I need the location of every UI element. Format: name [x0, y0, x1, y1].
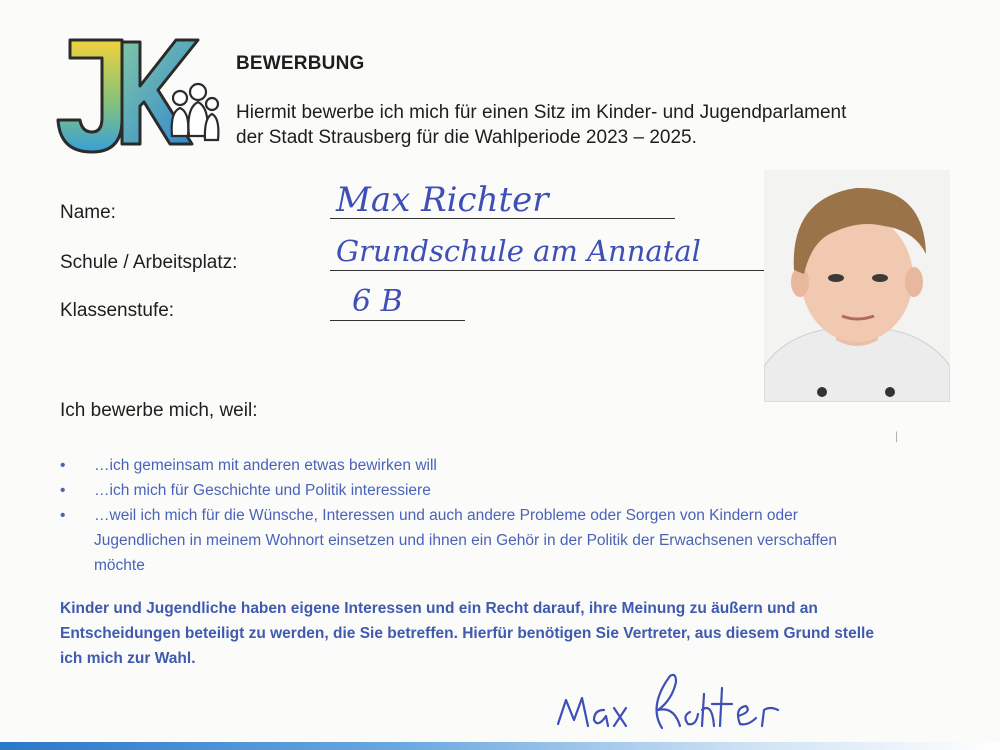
- bullet-icon: •: [60, 507, 66, 524]
- jk-logo: [52, 28, 220, 160]
- bullet-icon: •: [60, 482, 66, 499]
- list-item: [60, 503, 864, 578]
- bottom-stripe: [0, 742, 1000, 750]
- grade-line: [330, 320, 465, 321]
- page-title: BEWERBUNG: [236, 53, 365, 74]
- reason-text: …ich mich für Geschichte und Politik interessiere: [94, 482, 431, 499]
- reason-text: …weil ich mich für die Wünsche, Interessen und auch andere Probleme oder Sorgen von Kindern oder Jugendlichen in meinem Wohnort einsetzen und ihnen ein Gehör in der Politik der Erwachsenen verschaffen möchte: [94, 507, 838, 574]
- applicant-photo: [764, 170, 950, 402]
- people-icon: [172, 84, 219, 140]
- grade-value[interactable]: 6 B: [352, 284, 403, 319]
- closing-statement: Kinder und Jugendliche haben eigene Interessen und ein Recht darauf, ihre Meinung zu äußern und an Entscheidungen beteiligt zu werden, die Sie betreffen. Hierfür benötigen Sie Vertreter, aus diesem Grund stelle ich mich zur Wahl.: [60, 600, 874, 667]
- list-item: [60, 453, 880, 478]
- scan-speck: ᛁ: [893, 430, 901, 444]
- signature-icon: [552, 666, 852, 736]
- name-value[interactable]: Max Richter: [336, 180, 549, 220]
- reasons-heading: Ich bewerbe mich, weil:: [60, 400, 258, 421]
- intro-line-2: der Stadt Strausberg für die Wahlperiode 2023 – 2025.: [236, 127, 697, 148]
- application-intro: [236, 100, 976, 150]
- portrait-icon: [764, 170, 950, 402]
- name-label: Name:: [60, 202, 116, 223]
- school-line: [330, 270, 770, 271]
- grade-label: Klassenstufe:: [60, 300, 175, 321]
- school-label: Schule / Arbeitsplatz:: [60, 252, 238, 273]
- reasons-list: [60, 453, 880, 578]
- school-value[interactable]: Grundschule am Annatal: [336, 234, 701, 268]
- bullet-icon: •: [60, 457, 66, 474]
- list-item: [60, 478, 880, 503]
- reason-text: …ich gemeinsam mit anderen etwas bewirken will: [94, 457, 437, 474]
- intro-line-1: Hiermit bewerbe ich mich für einen Sitz im Kinder- und Jugendparlament: [236, 102, 847, 123]
